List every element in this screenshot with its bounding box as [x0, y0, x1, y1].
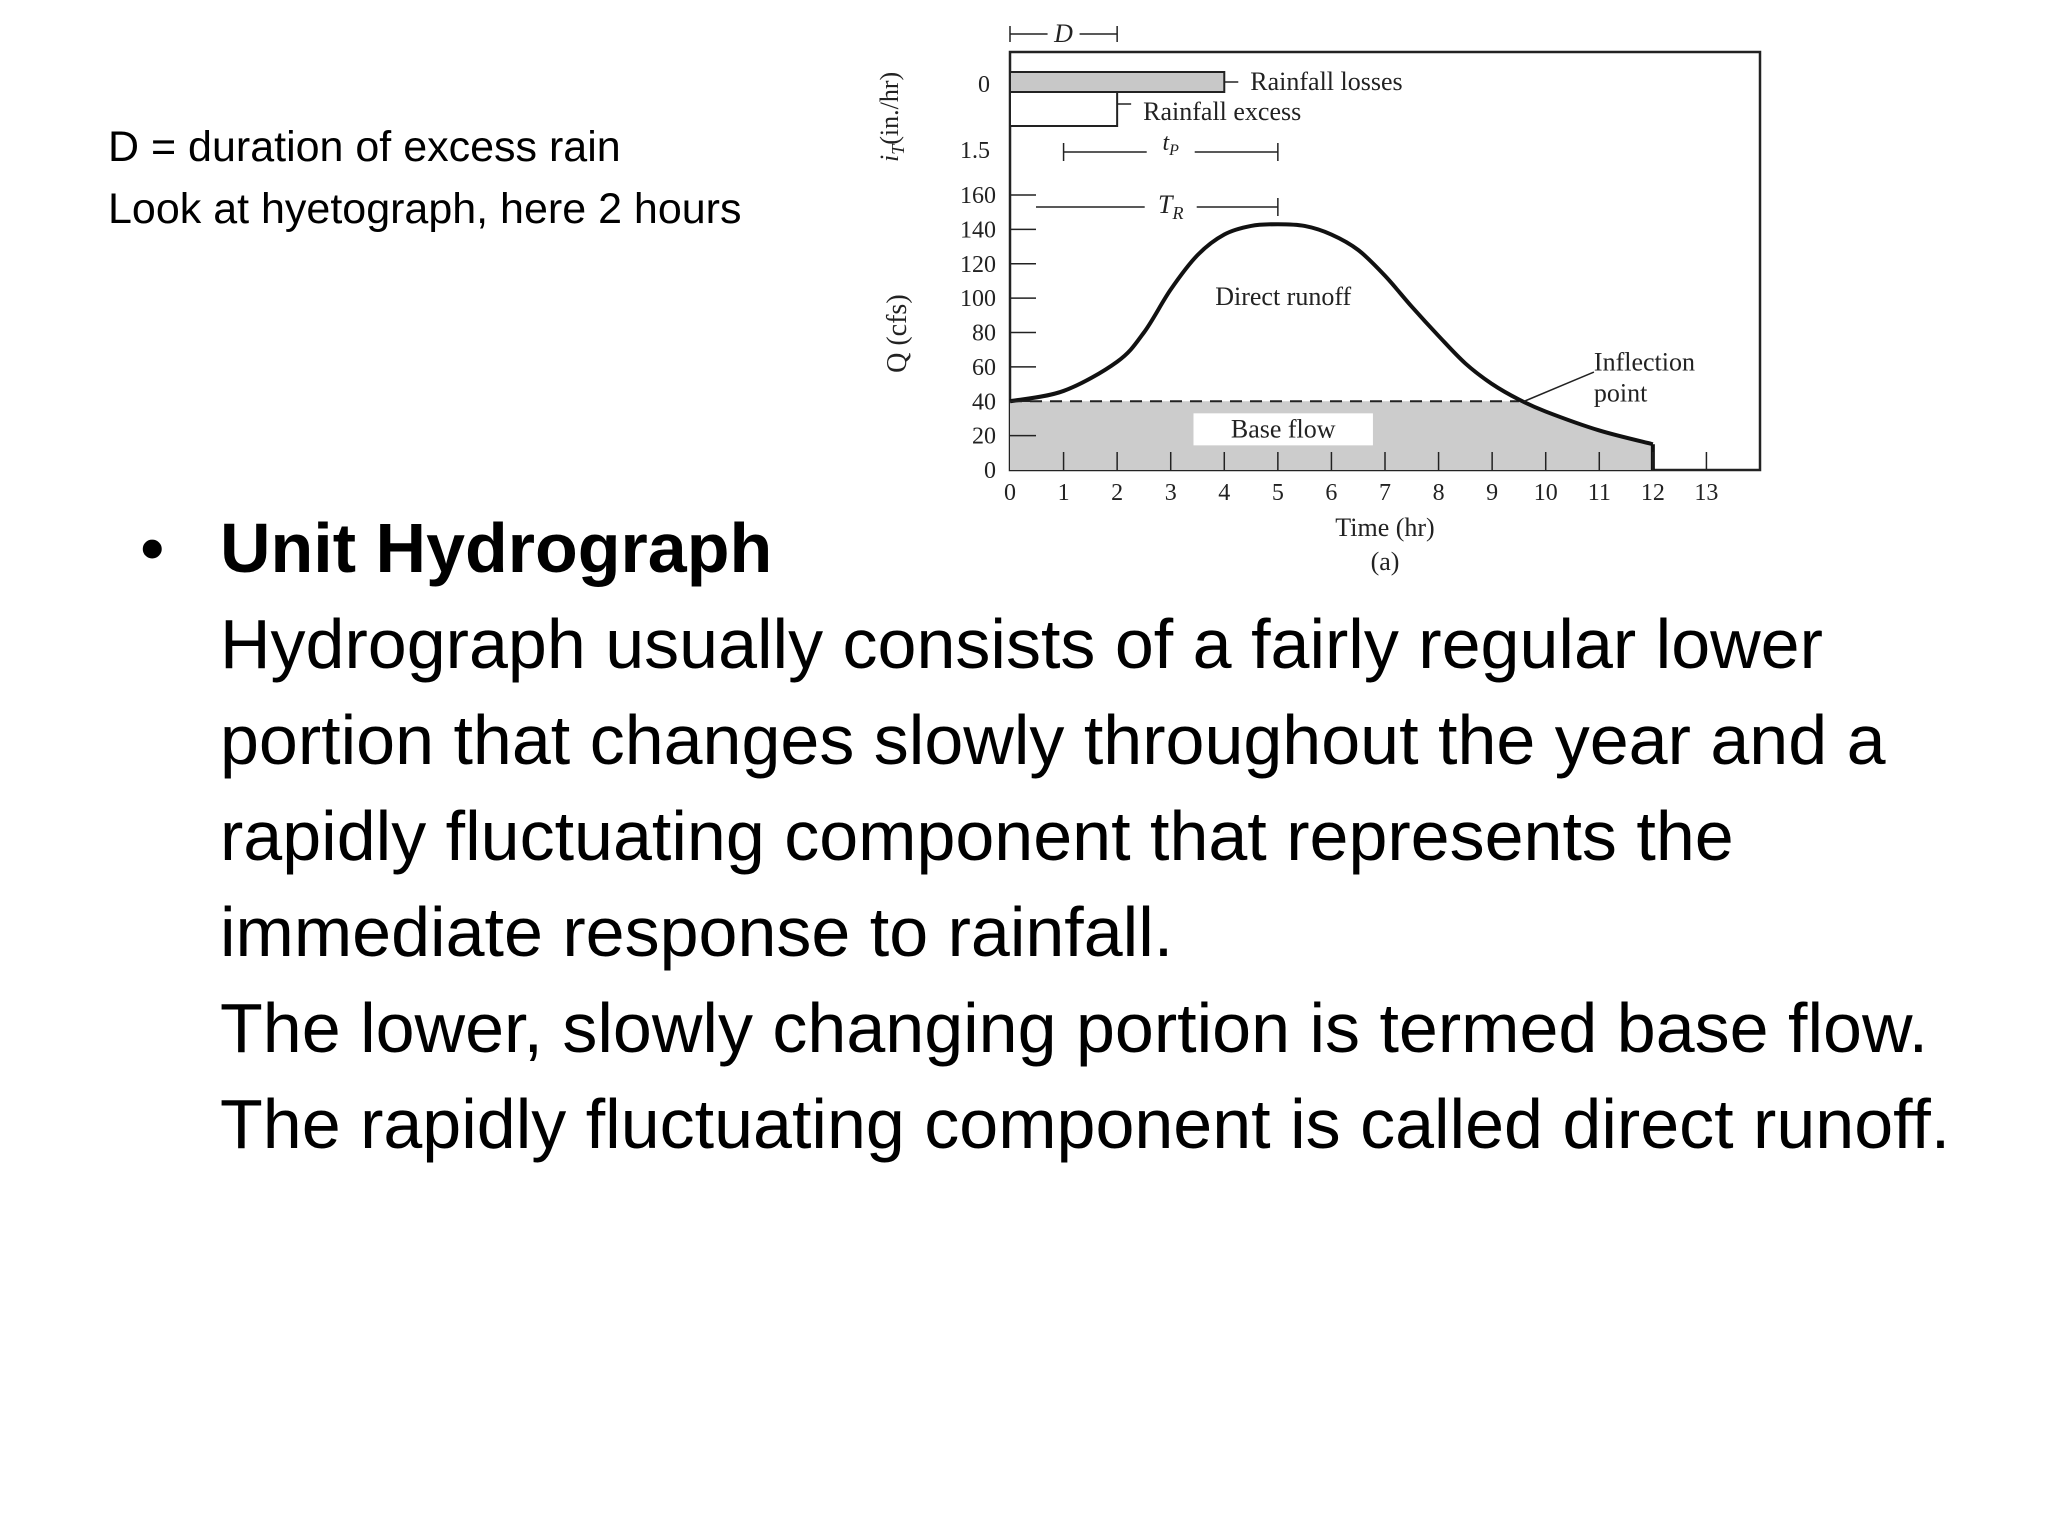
x-tick-label-1: 1 — [1057, 480, 1070, 506]
hyeto-ylabel-rest: (in./hr) — [875, 71, 904, 145]
duration-note — [108, 116, 742, 240]
bullet-paragraph-1: Hydrograph usually consists of a fairly regular lower portion that changes slowly throughout the year and a rapidly fluctuating component that represents the immediate response to rainfall. — [220, 605, 1886, 971]
x-tick-label-2: 2 — [1111, 480, 1124, 506]
hydro-y-axis-label: Q (cfs) — [882, 294, 913, 373]
y-tick-label-120: 120 — [960, 251, 996, 278]
hyeto-tick-0: 0 — [978, 72, 990, 98]
TR-label-main: T — [1157, 190, 1173, 219]
y-tick-label-160: 160 — [960, 183, 996, 209]
inflection-label-line1: Inflection — [1593, 347, 1696, 377]
x-tick-label-11: 11 — [1587, 480, 1611, 506]
x-tick-label-10: 10 — [1533, 480, 1558, 506]
figure-caption: (a) — [1370, 547, 1400, 576]
bullet-paragraph-2: The lower, slowly changing portion is termed base flow. The rapidly fluctuating component is called direct runoff. — [220, 989, 1951, 1163]
y-tick-label-100: 100 — [960, 286, 996, 313]
x-tick-label-13: 13 — [1694, 480, 1719, 506]
x-tick-label-8: 8 — [1432, 480, 1445, 506]
y-tick-label-140: 140 — [960, 217, 996, 244]
direct-runoff-label: Direct runoff — [1215, 282, 1352, 311]
y-tick-label-40: 40 — [972, 389, 996, 416]
bullet-body — [220, 500, 2000, 1172]
bullet-title: Unit Hydrograph — [220, 509, 773, 587]
x-tick-label-7: 7 — [1379, 480, 1391, 506]
y-tick-label-0: 0 — [984, 458, 996, 484]
inflection-label-line2: point — [1593, 378, 1648, 408]
y-tick-label-80: 80 — [972, 320, 996, 347]
base-flow-label: Base flow — [1230, 414, 1336, 444]
x-axis-label: Time (hr) — [1335, 513, 1435, 542]
note-line-2: Look at hyetograph, here 2 hours — [108, 185, 742, 233]
x-tick-label-9: 9 — [1486, 480, 1499, 506]
tp-label-main: t — [1162, 130, 1170, 156]
x-tick-label-6: 6 — [1325, 480, 1338, 506]
rainfall-losses-label: Rainfall losses — [1250, 67, 1403, 96]
bullet-symbol: • — [140, 509, 165, 587]
x-tick-label-0: 0 — [1004, 480, 1016, 506]
hyeto-ylabel-sub: T — [888, 144, 908, 155]
inflection-leader — [1524, 372, 1594, 401]
x-tick-label-3: 3 — [1164, 480, 1177, 506]
x-tick-label-5: 5 — [1271, 480, 1284, 506]
hyeto-ylabel-main: i — [875, 154, 904, 162]
hyeto-tick-1.5: 1.5 — [960, 138, 990, 164]
x-tick-label-4: 4 — [1218, 480, 1231, 506]
rainfall-excess-label: Rainfall excess — [1143, 97, 1302, 126]
rainfall-excess-bar — [1010, 92, 1117, 126]
D-label: D — [1054, 19, 1073, 48]
hyeto-y-axis-label — [875, 72, 908, 162]
x-tick-label-12: 12 — [1640, 480, 1665, 506]
tp-label-sub: P — [1169, 142, 1179, 159]
note-line-1: D = duration of excess rain — [108, 123, 621, 171]
TR-label-sub: R — [1172, 203, 1184, 223]
y-tick-label-20: 20 — [972, 423, 996, 450]
y-tick-label-60: 60 — [972, 354, 996, 381]
rainfall-losses-bar — [1010, 72, 1224, 92]
